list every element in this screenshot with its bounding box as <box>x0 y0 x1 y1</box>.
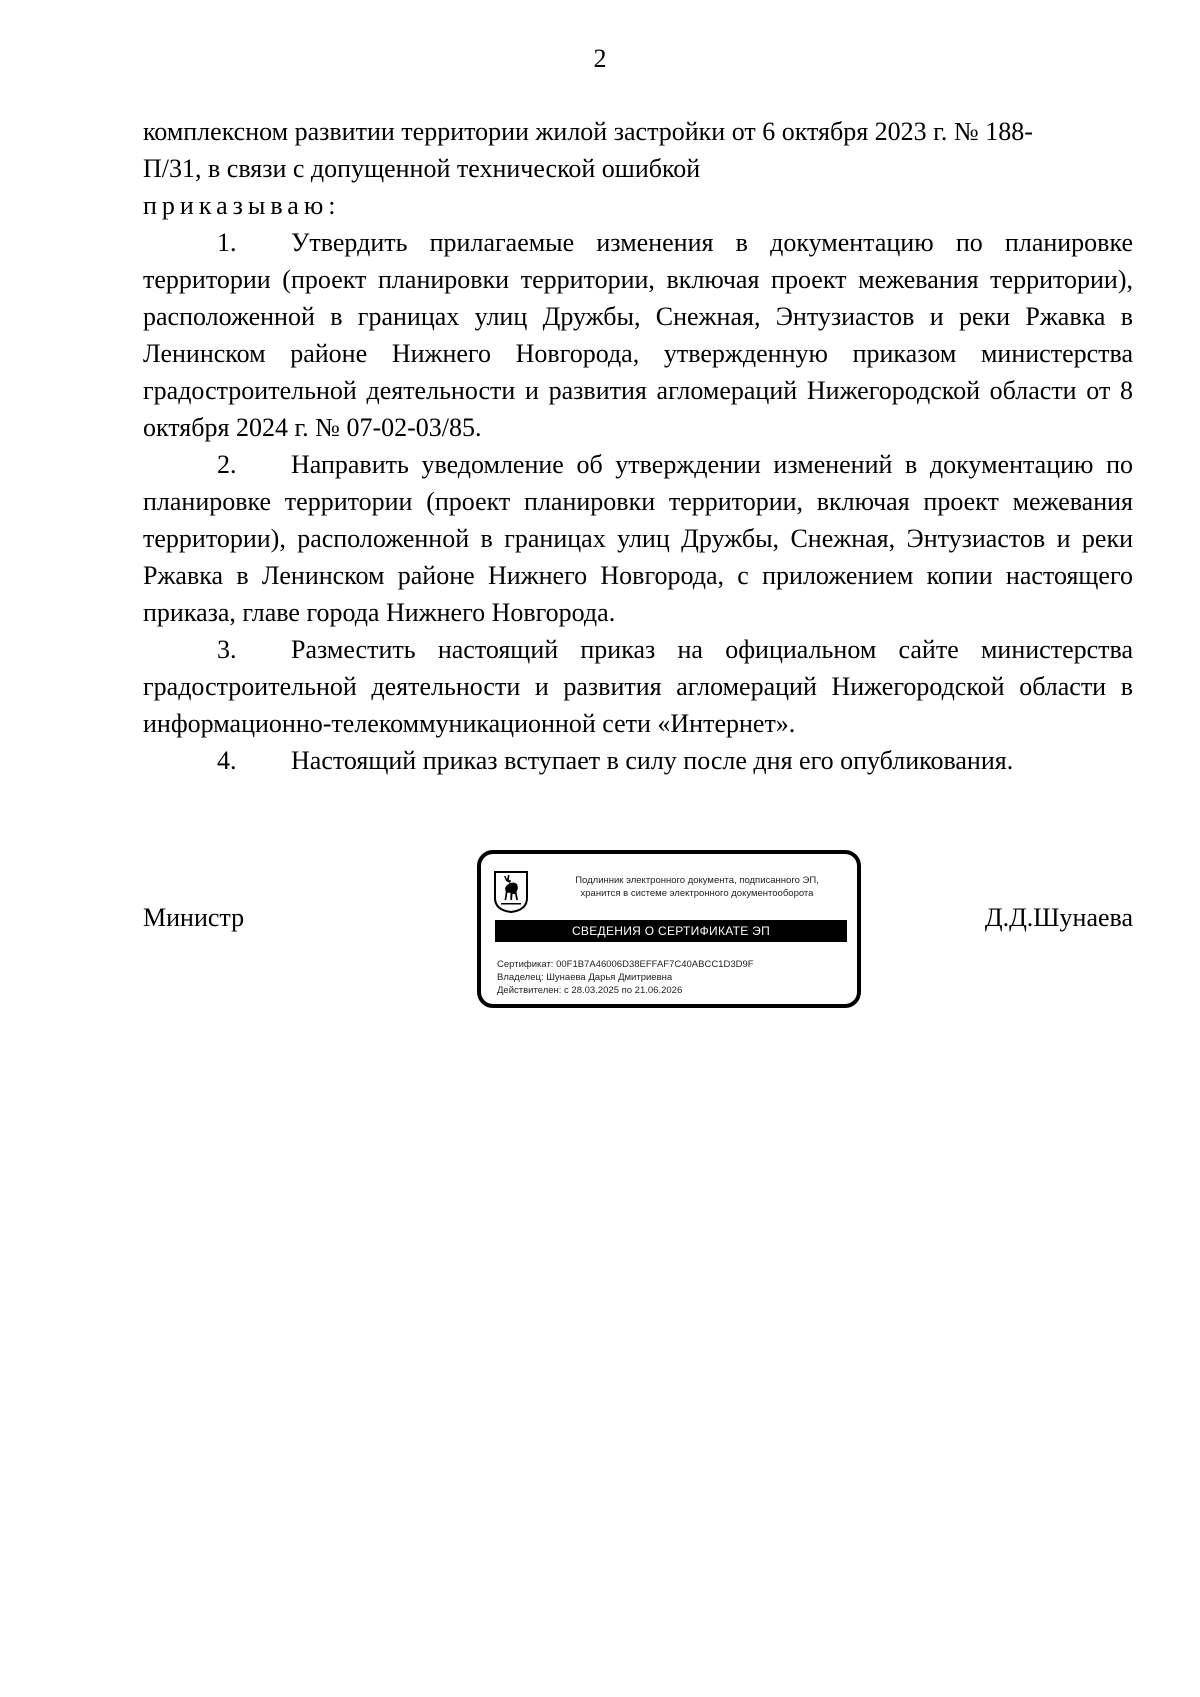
item-number: 3. <box>217 635 237 664</box>
stamp-validity: Действителен: с 28.03.2025 по 21.06.2026 <box>497 985 683 996</box>
order-item <box>143 631 1133 742</box>
item-text: Направить уведомление об утверждении изменений в документацию по планировке территории (проект планировки территории, включая проект межевания территории), расположенной в границах улиц Дружбы, Снежная, Энтузиастов и реки Ржавка в Ленинском районе Нижнего Новгорода, с приложением копии настоящего приказа, главе города Нижнего Новгорода. <box>143 450 1133 627</box>
signatory-position: Министр <box>143 903 245 932</box>
stamp-owner: Владелец: Шунаева Дарья Дмитриевна <box>497 972 673 983</box>
order-item <box>143 742 1133 779</box>
stamp-certificate-details <box>497 958 847 997</box>
stamp-certificate: Сертификат: 00F1B7A46006D38EFFAF7C40ABCC1D3D9F <box>497 959 754 970</box>
signatory-name: Д.Д.Шунаева <box>984 903 1133 932</box>
electronic-signature-stamp <box>477 850 861 1008</box>
intro-line-1: комплексном развитии территории жилой застройки от 6 октября 2023 г. № 188- <box>143 117 1033 146</box>
item-text: Разместить настоящий приказ на официальном сайте министерства градостроительной деятельности и развития агломераций Нижегородской области в информационно-телекоммуникационной сети «Интернет». <box>143 635 1133 738</box>
stamp-header <box>541 874 853 900</box>
intro-paragraph <box>143 113 1133 224</box>
stamp-header-line-1: Подлинник электронного документа, подписанного ЭП, <box>575 875 819 886</box>
order-item <box>143 446 1133 631</box>
order-word: приказываю: <box>143 191 341 220</box>
item-number: 4. <box>217 746 237 775</box>
order-item <box>143 224 1133 446</box>
item-number: 1. <box>217 228 237 257</box>
stamp-title: СВЕДЕНИЯ О СЕРТИФИКАТЕ ЭП <box>495 920 847 942</box>
item-text: Утвердить прилагаемые изменения в документацию по планировке территории (проект планировки территории, включая проект межевания территории), расположенной в границах улиц Дружбы, Снежная, Энтузиастов и реки Ржавка в Ленинском районе Нижнего Новгорода, утвержденную приказом министерства градостроительной деятельности и развития агломераций Нижегородской области от 8 октября 2024 г. № 07-02-03/85. <box>143 228 1133 442</box>
stamp-header-line-2: хранится в системе электронного документооборота <box>580 888 814 899</box>
item-text: Настоящий приказ вступает в силу после дня его опубликования. <box>291 746 1014 775</box>
page-number: 2 <box>593 44 607 73</box>
deer-coat-of-arms-icon <box>493 870 529 914</box>
item-number: 2. <box>217 450 237 479</box>
intro-line-2: П/31, в связи с допущенной технической ошибкой <box>143 154 701 183</box>
order-body <box>143 113 1133 779</box>
